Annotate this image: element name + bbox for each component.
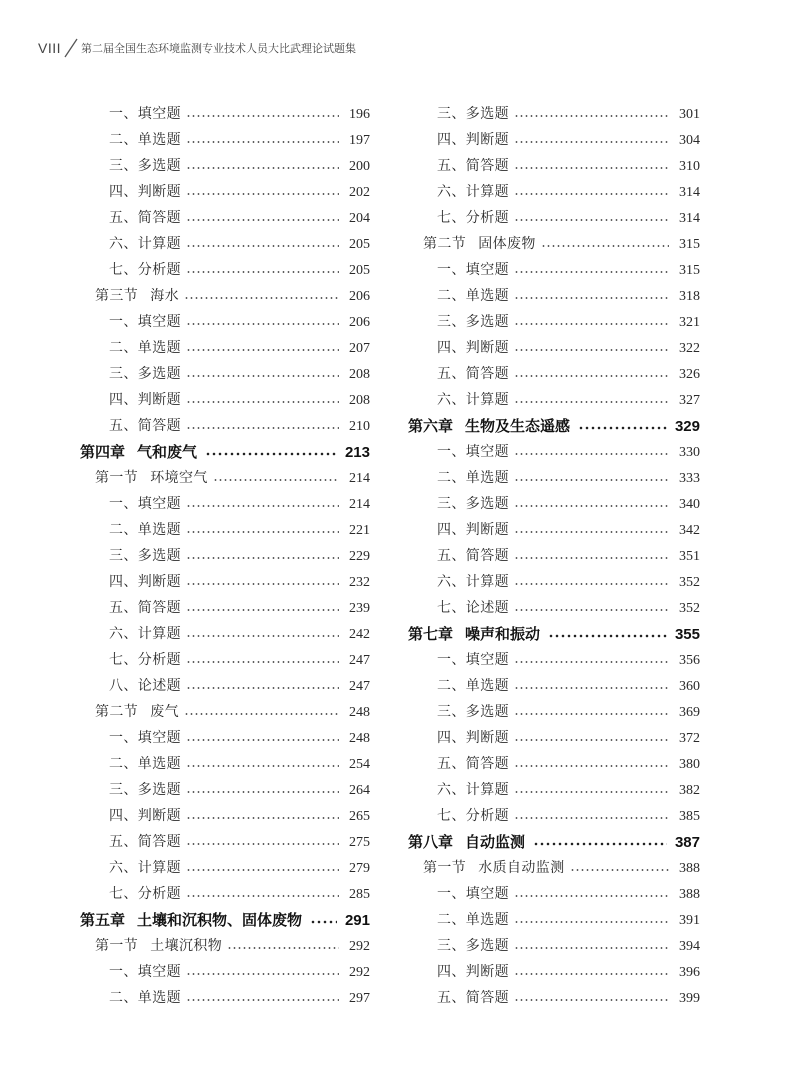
toc-entry-label: 一、填空题 [109,107,181,122]
toc-entry-label: 五、简答题 [437,991,509,1006]
page-number: 301 [679,107,700,122]
dot-leader [578,414,667,440]
toc-entry [80,492,370,518]
page-number: 214 [349,497,370,512]
toc-entry [80,232,370,258]
page-number: 248 [349,705,370,720]
page-number: 318 [679,289,700,304]
dot-leader [186,622,339,648]
dot-leader [514,570,669,596]
dot-leader [186,648,339,674]
toc-section-entry [80,934,370,960]
toc-entry [408,258,700,284]
toc-entry-label: 七、分析题 [437,809,509,824]
page-number: 315 [679,263,700,278]
toc-entry [80,570,370,596]
toc-entry [408,778,700,804]
toc-entry-label: 三、多选题 [437,497,509,512]
dot-leader [514,882,669,908]
section-title: 废气 [150,705,180,720]
chapter-number: 第六章 [408,418,454,435]
toc-entry [80,128,370,154]
dot-leader [514,362,669,388]
dot-leader [186,570,339,596]
dot-leader [186,414,339,440]
toc-entry [408,362,700,388]
dot-leader [186,232,339,258]
dot-leader [186,986,339,1012]
page-number: 352 [679,575,700,590]
toc-entry [408,336,700,362]
page-number: 206 [349,289,370,304]
toc-entry-label: 三、多选题 [437,107,509,122]
page-number: 399 [679,991,700,1006]
page-number: 394 [679,939,700,954]
dot-leader [514,154,669,180]
page-number: 315 [679,237,700,252]
slash-divider-icon [63,37,79,59]
toc-entry [408,310,700,336]
toc-entry-label: 一、填空题 [437,653,509,668]
toc-entry-label: 三、多选题 [109,367,181,382]
page-number: 239 [349,601,370,616]
page-number: 229 [349,549,370,564]
page-number: 369 [679,705,700,720]
page-number: 329 [674,418,700,435]
dot-leader [514,440,669,466]
dot-leader [514,778,669,804]
dot-leader [186,102,339,128]
toc-entry [80,206,370,232]
toc-entry-label: 六、计算题 [437,575,509,590]
dot-leader [514,674,669,700]
dot-leader [514,544,669,570]
toc-entry-label: 三、多选题 [109,783,181,798]
page-number: 340 [679,497,700,512]
toc-entry-label: 六、计算题 [437,393,509,408]
toc-entry [408,180,700,206]
page-number: 391 [679,913,700,928]
toc-entry [408,648,700,674]
page-number: 292 [349,965,370,980]
toc-entry [408,102,700,128]
dot-leader [186,492,339,518]
toc-entry-label: 五、简答题 [437,549,509,564]
dot-leader [186,258,339,284]
page-number: 351 [679,549,700,564]
dot-leader [514,128,669,154]
dot-leader [184,284,339,310]
dot-leader [186,518,339,544]
toc-entry-label: 四、判断题 [109,185,181,200]
page-number: 205 [349,263,370,278]
toc-entry-label: 七、分析题 [437,211,509,226]
toc-chapter-entry [408,414,700,440]
page-number: 254 [349,757,370,772]
chapter-title: 自动监测 [465,834,526,851]
toc-entry-label: 四、判断题 [437,341,509,356]
toc-entry-label: 二、单选题 [437,913,509,928]
page-number: 342 [679,523,700,538]
dot-leader [186,154,339,180]
toc-entry [80,258,370,284]
dot-leader [186,882,339,908]
toc-entry-label: 五、简答题 [109,601,181,616]
toc-entry-label: 五、简答题 [437,367,509,382]
toc-entry-label: 二、单选题 [109,523,181,538]
dot-leader [186,830,339,856]
toc-entry [80,674,370,700]
toc-entry-label: 七、分析题 [109,263,181,278]
toc-entry-label: 三、多选题 [437,315,509,330]
page-number: 326 [679,367,700,382]
toc-entry [408,440,700,466]
toc-entry-label: 三、多选题 [109,549,181,564]
toc-entry-label: 五、简答题 [437,757,509,772]
page-number: 355 [674,626,700,643]
dot-leader [184,700,339,726]
toc-entry [408,128,700,154]
toc-section-entry [408,232,700,258]
dot-leader [514,258,669,284]
toc-entry [80,830,370,856]
section-title: 土壤沉积物 [150,939,223,954]
toc-entry [80,154,370,180]
section-number: 第一节 [95,471,139,486]
toc-right-column [408,102,700,1012]
toc-entry [80,726,370,752]
dot-leader [514,336,669,362]
header-book-title: 第二届全国生态环境监测专业技术人员大比武理论试题集 [81,43,357,55]
dot-leader [514,206,669,232]
toc-entry [80,804,370,830]
toc-entry-label: 一、填空题 [109,315,181,330]
toc-entry-label: 六、计算题 [437,783,509,798]
toc-entry-label: 二、单选题 [437,289,509,304]
toc-entry-label: 二、单选题 [109,341,181,356]
page-number: 202 [349,185,370,200]
section-title: 环境空气 [150,471,208,486]
toc-entry-label: 三、多选题 [109,159,181,174]
toc-entry [408,882,700,908]
page-number: 385 [679,809,700,824]
page-number: 356 [679,653,700,668]
toc-entry [80,544,370,570]
toc-entry [80,388,370,414]
toc-chapter-entry [80,908,370,934]
page-number: 279 [349,861,370,876]
toc-entry [408,908,700,934]
toc-entry [408,934,700,960]
dot-leader [514,700,669,726]
toc-entry-label: 一、填空题 [437,887,509,902]
page-number: 333 [679,471,700,486]
page-number: 292 [349,939,370,954]
section-title: 海水 [150,289,180,304]
dot-leader [514,726,669,752]
toc-left-column [80,102,370,1012]
toc-entry [80,336,370,362]
dot-leader [541,232,669,258]
toc-entry-label: 一、填空题 [437,445,509,460]
toc-entry [408,492,700,518]
page-number: 388 [679,861,700,876]
page-number: 396 [679,965,700,980]
toc-section-entry [80,466,370,492]
toc-entry [80,882,370,908]
dot-leader [514,648,669,674]
section-number: 第二节 [423,237,467,252]
dot-leader [514,492,669,518]
toc-section-entry [80,284,370,310]
toc-entry-label: 七、分析题 [109,653,181,668]
dot-leader [213,466,339,492]
toc-entry-label: 六、计算题 [109,861,181,876]
dot-leader [514,466,669,492]
toc-entry-label: 四、判断题 [437,523,509,538]
dot-leader [186,206,339,232]
page-number: 264 [349,783,370,798]
chapter-number: 第八章 [408,834,454,851]
toc-entry [80,648,370,674]
toc-entry-label: 四、判断题 [109,809,181,824]
section-number: 第一节 [423,861,467,876]
chapter-title: 气和废气 [137,444,198,461]
toc-entry [80,622,370,648]
page-number: 208 [349,393,370,408]
toc-entry [408,804,700,830]
toc-chapter-entry [408,830,700,856]
page-number: 213 [344,444,370,461]
toc-entry-label: 四、判断题 [109,393,181,408]
dot-leader [186,596,339,622]
page-number: 322 [679,341,700,356]
page-number: 265 [349,809,370,824]
dot-leader [186,362,339,388]
toc-entry [80,778,370,804]
page-number: 275 [349,835,370,850]
dot-leader [186,544,339,570]
page-number: 204 [349,211,370,226]
page-number: 205 [349,237,370,252]
dot-leader [186,752,339,778]
chapter-title: 生物及生态遥感 [465,418,571,435]
section-number: 第三节 [95,289,139,304]
dot-leader [514,986,669,1012]
dot-leader [533,830,667,856]
page-number: 382 [679,783,700,798]
page-number: 208 [349,367,370,382]
dot-leader [514,596,669,622]
dot-leader [186,960,339,986]
toc-entry-label: 二、单选题 [437,679,509,694]
toc-entry [408,596,700,622]
toc-entry [408,284,700,310]
toc-entry [80,180,370,206]
toc-entry [408,570,700,596]
dot-leader [514,908,669,934]
dot-leader [186,388,339,414]
dot-leader [186,804,339,830]
page-number: 242 [349,627,370,642]
toc-entry [408,518,700,544]
dot-leader [514,934,669,960]
toc-entry-label: 一、填空题 [109,497,181,512]
toc-entry [80,986,370,1012]
page-number: 388 [679,887,700,902]
page-number: 352 [679,601,700,616]
toc-entry-label: 七、论述题 [437,601,509,616]
dot-leader [514,180,669,206]
toc-entry [80,596,370,622]
dot-leader [186,336,339,362]
page-number: 248 [349,731,370,746]
toc-entry-label: 二、单选题 [109,757,181,772]
page-number: 314 [679,185,700,200]
dot-leader [514,960,669,986]
dot-leader [186,310,339,336]
toc-entry-label: 五、简答题 [437,159,509,174]
toc-entry-label: 五、简答题 [109,419,181,434]
toc-entry [80,518,370,544]
toc-entry [408,674,700,700]
chapter-title: 土壤和沉积物、固体废物 [137,912,303,929]
dot-leader [186,674,339,700]
toc-entry-label: 七、分析题 [109,887,181,902]
page-number: 206 [349,315,370,330]
running-header [38,37,356,59]
toc-entry [408,726,700,752]
page-number: 297 [349,991,370,1006]
page-number: 285 [349,887,370,902]
dot-leader [514,102,669,128]
toc-entry-label: 二、单选题 [109,133,181,148]
page-number: 207 [349,341,370,356]
page-number: 327 [679,393,700,408]
toc-entry [408,544,700,570]
header-page-number: VIII [38,40,62,56]
page-number: 221 [349,523,370,538]
dot-leader [514,804,669,830]
dot-leader [514,388,669,414]
page-number: 304 [679,133,700,148]
toc-entry [80,752,370,778]
dot-leader [514,752,669,778]
chapter-number: 第七章 [408,626,454,643]
toc-entry-label: 一、填空题 [109,965,181,980]
section-number: 第一节 [95,939,139,954]
dot-leader [186,856,339,882]
page-number: 330 [679,445,700,460]
toc-entry [408,466,700,492]
toc-entry-label: 二、单选题 [437,471,509,486]
chapter-number: 第五章 [80,912,126,929]
toc-entry-label: 一、填空题 [437,263,509,278]
page-number: 232 [349,575,370,590]
toc-entry-label: 四、判断题 [437,731,509,746]
page-number: 247 [349,679,370,694]
toc-entry [80,102,370,128]
page-number: 387 [674,834,700,851]
dot-leader [548,622,667,648]
toc-entry [408,154,700,180]
dot-leader [227,934,339,960]
toc-chapter-entry [80,440,370,466]
page-number: 360 [679,679,700,694]
toc-section-entry [408,856,700,882]
page-number: 380 [679,757,700,772]
dot-leader [186,128,339,154]
section-title: 水质自动监测 [478,861,565,876]
page-number: 197 [349,133,370,148]
dot-leader [514,518,669,544]
toc-entry [408,960,700,986]
toc-entry-label: 六、计算题 [109,627,181,642]
toc-entry-label: 一、填空题 [109,731,181,746]
toc-entry [80,310,370,336]
page-number: 314 [679,211,700,226]
toc-entry [80,856,370,882]
page-number: 196 [349,107,370,122]
dot-leader [186,778,339,804]
section-number: 第二节 [95,705,139,720]
toc-entry [80,414,370,440]
dot-leader [310,908,337,934]
dot-leader [514,310,669,336]
toc-entry [80,960,370,986]
toc-entry-label: 五、简答题 [109,835,181,850]
toc-entry [408,752,700,778]
page-number: 200 [349,159,370,174]
toc-entry [408,700,700,726]
dot-leader [570,856,669,882]
page-number: 214 [349,471,370,486]
toc-entry-label: 三、多选题 [437,705,509,720]
dot-leader [186,726,339,752]
toc-entry [408,986,700,1012]
toc-entry-label: 二、单选题 [109,991,181,1006]
page-number: 247 [349,653,370,668]
dot-leader [186,180,339,206]
toc-entry [408,206,700,232]
toc-entry-label: 六、计算题 [437,185,509,200]
page-number: 210 [349,419,370,434]
toc-entry [408,388,700,414]
page-number: 291 [344,912,370,929]
chapter-title: 噪声和振动 [465,626,541,643]
dot-leader [514,284,669,310]
page-number: 321 [679,315,700,330]
toc-entry-label: 六、计算题 [109,237,181,252]
page-number: 372 [679,731,700,746]
page-number: 310 [679,159,700,174]
toc-entry-label: 四、判断题 [109,575,181,590]
chapter-number: 第四章 [80,444,126,461]
toc-chapter-entry [408,622,700,648]
dot-leader [205,440,337,466]
section-title: 固体废物 [478,237,536,252]
toc-entry-label: 三、多选题 [437,939,509,954]
toc-section-entry [80,700,370,726]
toc-entry [80,362,370,388]
toc-entry-label: 四、判断题 [437,965,509,980]
toc-entry-label: 四、判断题 [437,133,509,148]
toc-entry-label: 八、论述题 [109,679,181,694]
toc-entry-label: 五、简答题 [109,211,181,226]
